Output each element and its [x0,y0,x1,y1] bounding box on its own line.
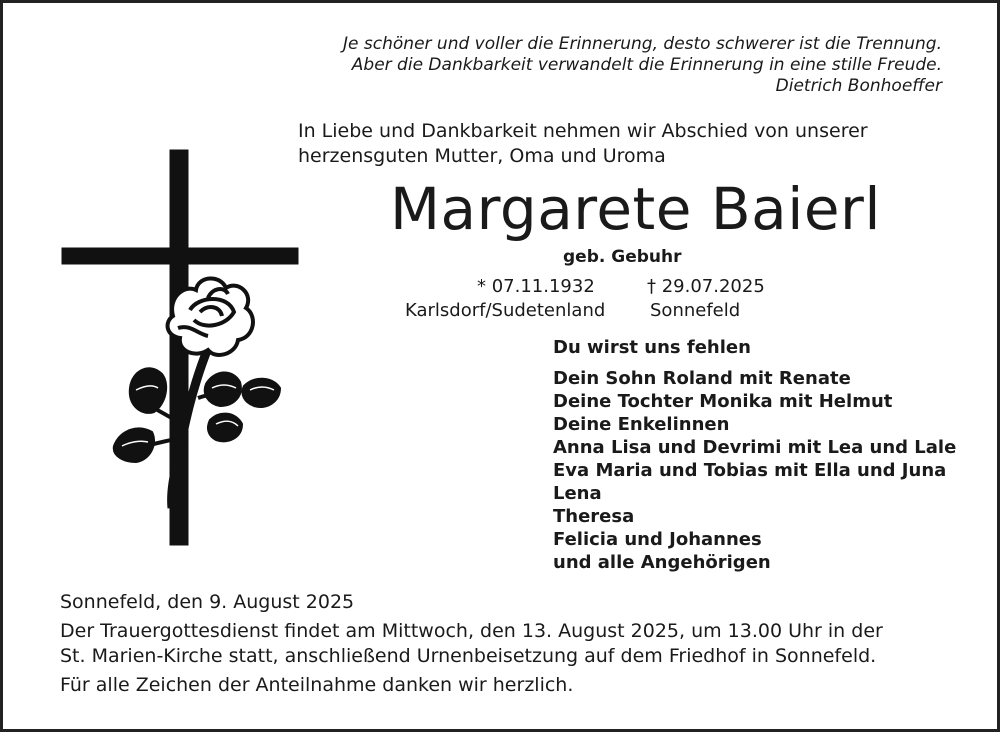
family-line: Eva Maria und Tobias mit Ella und Juna [553,460,947,481]
service-line-1: Der Trauergottesdienst findet am Mittwoch, den 13. August 2025, um 13.00 Uhr in der [60,620,883,642]
quote-line-2: Aber die Dankbarkeit verwandelt die Erinnerung in eine stille Freude. [351,55,942,75]
death-date: † 29.07.2025 [647,276,765,297]
birth-date: * 07.11.1932 [477,276,595,297]
family-line: Lena [553,483,602,504]
maiden-name: geb. Gebuhr [563,247,682,267]
intro-text [298,119,868,169]
family-line: und alle Angehörigen [553,552,771,573]
place-date: Sonnefeld, den 9. August 2025 [60,591,355,613]
cross-with-rose-icon [58,148,303,548]
intro-line-2: herzensguten Mutter, Oma und Uroma [298,145,666,167]
death-place: Sonnefeld [650,300,741,321]
family-heading: Du wirst uns fehlen [553,337,751,358]
rose-bloom [168,278,253,355]
family-line: Dein Sohn Roland mit Renate [553,368,851,389]
family-line: Felicia und Johannes [553,529,762,550]
cross-horizontal-beam [62,248,298,264]
birth-place: Karlsdorf/Sudetenland [405,300,606,321]
footer-text [60,590,883,698]
bonhoeffer-quote [343,34,942,97]
quote-line-1: Je schöner und voller die Erinnerung, desto schwerer ist die Trennung. [343,34,942,54]
thanks-line: Für alle Zeichen der Anteilnahme danken wir herzlich. [60,674,574,696]
deceased-name: Margarete Baierl [390,175,881,243]
family-line: Anna Lisa und Devrimi mit Lea und Lale [553,437,957,458]
service-line-2: St. Marien-Kirche statt, anschließend Urnenbeisetzung auf dem Friedhof in Sonnefeld. [60,645,877,667]
quote-author: Dietrich Bonhoeffer [775,76,942,96]
intro-line-1: In Liebe und Dankbarkeit nehmen wir Abschied von unserer [298,120,868,142]
family-signatures [553,336,956,574]
family-line: Theresa [553,506,635,527]
family-line: Deine Tochter Monika mit Helmut [553,391,893,412]
family-line: Deine Enkelinnen [553,414,730,435]
